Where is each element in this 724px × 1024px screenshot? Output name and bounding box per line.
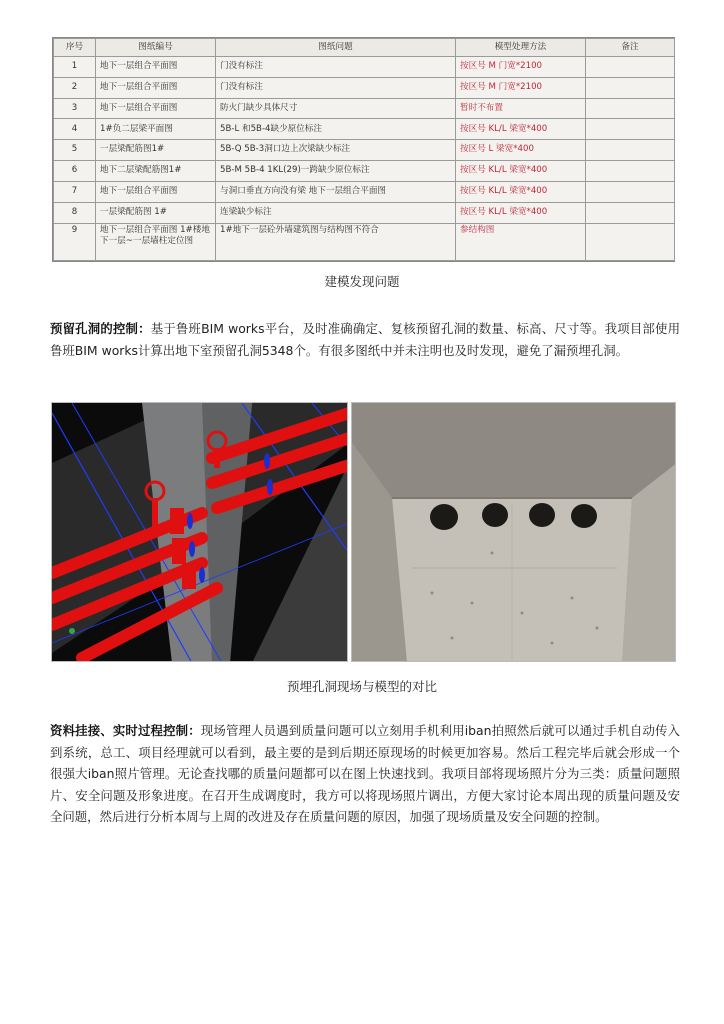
cell-no: 8 (54, 202, 96, 223)
cell-note (586, 119, 675, 140)
cell-drawing: 1#负二层梁平面图 (96, 119, 216, 140)
cell-no: 2 (54, 77, 96, 98)
table-row (54, 202, 675, 223)
cell-method: 按区号 L 梁宽*400 (456, 140, 586, 161)
cell-method: 按区号 M 门宽*2100 (456, 77, 586, 98)
cell-drawing: 地下二层梁配筋图1# (96, 161, 216, 182)
cell-note (586, 161, 675, 182)
bim-model-illustration (52, 403, 348, 662)
cell-drawing: 地下一层组合平面图 (96, 181, 216, 202)
cell-no: 6 (54, 161, 96, 182)
cell-problem: 连梁缺少标注 (216, 202, 456, 223)
header-drawing: 图纸编号 (96, 39, 216, 57)
site-photo (351, 402, 676, 662)
paragraph-lead: 资料挂接、实时过程控制： (50, 723, 201, 738)
issues-table-image (52, 37, 675, 262)
cell-method: 按区号 M 门宽*2100 (456, 57, 586, 78)
table-row (54, 119, 675, 140)
cell-problem: 5B-Q 5B-3洞口边上次梁缺少标注 (216, 140, 456, 161)
cell-note (586, 140, 675, 161)
photo-caption: 预埋孔洞现场与模型的对比 (286, 679, 437, 694)
issues-table (53, 38, 675, 261)
cell-no: 7 (54, 181, 96, 202)
cell-note (586, 223, 675, 260)
cell-method: 按区号 KL/L 梁宽*400 (456, 181, 586, 202)
cell-no: 4 (54, 119, 96, 140)
cell-drawing: 地下一层组合平面图 (96, 98, 216, 119)
table-row (54, 57, 675, 78)
header-problem: 图纸问题 (216, 39, 456, 57)
cell-note (586, 57, 675, 78)
cell-drawing: 地下一层组合平面图 (96, 57, 216, 78)
cell-note (586, 77, 675, 98)
cell-note (586, 202, 675, 223)
bim-model-render (51, 402, 348, 662)
cell-drawing: 地下一层组合平面图 1#楼地下一层~一层墙柱定位图 (96, 223, 216, 260)
cell-problem: 与洞口垂直方向没有梁 地下一层组合平面图 (216, 181, 456, 202)
header-note: 备注 (586, 39, 675, 57)
table-row (54, 140, 675, 161)
cell-method: 按区号 KL/L 梁宽*400 (456, 202, 586, 223)
cell-drawing: 地下一层组合平面图 (96, 77, 216, 98)
cell-problem: 1#地下一层砼外墙建筑图与结构图不符合 (216, 223, 456, 260)
table-row (54, 98, 675, 119)
cell-problem: 防火门缺少具体尺寸 (216, 98, 456, 119)
cell-drawing: 一层梁配筋图1# (96, 140, 216, 161)
table-header-row (54, 39, 675, 57)
cell-problem: 门没有标注 (216, 57, 456, 78)
table-row (54, 181, 675, 202)
concrete-wall-illustration (352, 403, 676, 662)
paragraph-lead: 预留孔洞的控制： (50, 321, 151, 336)
paragraph-data-attachment (50, 720, 680, 828)
header-method: 模型处理方法 (456, 39, 586, 57)
cell-no: 3 (54, 98, 96, 119)
table-row (54, 223, 675, 260)
cell-problem: 5B-M 5B-4 1KL(29)一跨缺少原位标注 (216, 161, 456, 182)
cell-method: 参结构图 (456, 223, 586, 260)
paragraph-body: 基于鲁班BIM works平台，及时准确确定、复核预留孔洞的数量、标高、尺寸等。我项目部使用鲁班BIM works计算出地下室预留孔洞5348个。有很多图纸中并未注明也及时发现，避免了漏预埋孔洞。 (50, 321, 681, 358)
table-row (54, 77, 675, 98)
header-no: 序号 (54, 39, 96, 57)
paragraph-reserved-holes (50, 318, 680, 361)
cell-method: 按区号 KL/L 梁宽*400 (456, 119, 586, 140)
cell-problem: 5B-L 和5B-4缺少原位标注 (216, 119, 456, 140)
cell-no: 5 (54, 140, 96, 161)
paragraph-body: 现场管理人员遇到质量问题可以立刻用手机利用iban拍照然后就可以通过手机自动传入到系统，总工、项目经理就可以看到，最主要的是到后期还原现场的时候更加容易。然后工程完毕后就会形成一个很强大iban照片管理。无论查找哪的质量问题都可以在图上快速找到。我项目部将现场照片分为三类：质量问题照片、安全问题及形象进度。在召开生成调度时，我方可以将现场照片调出，方便大家讨论本周出现的质量问题及安全问题，然后进行分析本周与上周的改进及存在质量问题的原因，加强了现场质量及安全问题的控制。 (50, 723, 680, 824)
cell-method: 暂时不布置 (456, 98, 586, 119)
table-caption: 建模发现问题 (324, 274, 400, 289)
cell-drawing: 一层梁配筋图 1# (96, 202, 216, 223)
cell-problem: 门没有标注 (216, 77, 456, 98)
cell-method: 按区号 KL/L 梁宽*400 (456, 161, 586, 182)
cell-note (586, 98, 675, 119)
cell-no: 1 (54, 57, 96, 78)
cell-note (586, 181, 675, 202)
cell-no: 9 (54, 223, 96, 260)
table-row (54, 161, 675, 182)
